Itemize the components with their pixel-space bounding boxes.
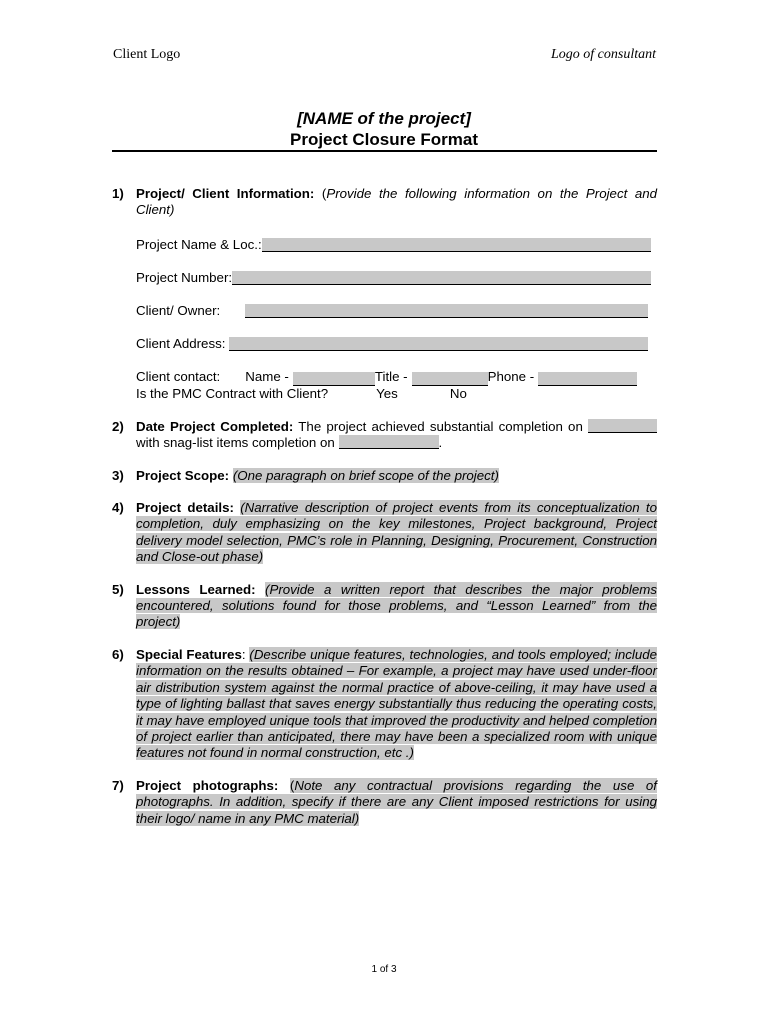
title-rule [112,150,657,152]
section-heading: Project photographs: [136,777,279,793]
title-block [112,108,656,150]
no-option[interactable]: No [449,386,467,402]
project-name-blank[interactable] [262,238,651,252]
section-note: (Narrative description of project events from its conceptualization to completion, duly emphasizing on the key milestones, Project background, Project delivery model selection, PMC’s role in Planning, Designing, Procurement, Construction and Close-out phase) [136,500,657,565]
section-note: Provide the following information on the Project and Client) [136,186,658,218]
pmc-contract-question [136,386,657,403]
client-owner-field [136,303,657,320]
section-project-details [112,500,657,566]
client-logo-placeholder: Client Logo [113,47,181,62]
consultant-logo-placeholder: Logo of consultant [550,47,656,62]
snag-list-date-blank[interactable] [339,435,439,449]
section-note: Note any contractual provisions regarding the use of photographs. In addition, specify if there are any Client imposed restrictions for using their logo/ name in any PMC material) [136,777,658,826]
section-number: 5) [112,581,124,597]
section-note: (One paragraph on brief scope of the project) [232,467,499,483]
section-note: (Provide a written report that describes the major problems encountered, solutions found for those problems, and “Lesson Learned” from the project) [136,581,657,630]
open-paren: ( [321,186,327,201]
contact-name-label: Name - [245,369,289,385]
project-name-title: [NAME of the project] [297,109,471,128]
client-owner-blank[interactable] [245,304,648,318]
section-project-scope [112,468,657,484]
field-label: Client/ Owner: [136,303,221,319]
project-number-blank[interactable] [232,271,651,285]
section-number: 1) [112,186,124,201]
document-title: Project Closure Format [290,130,478,149]
section-special-features [112,647,657,762]
period: . [438,435,443,451]
section-number: 6) [112,646,124,662]
section-heading: Project details: [136,500,234,516]
field-label: Client contact: [136,369,221,385]
section-lessons-learned [112,582,657,631]
client-contact-field [136,369,657,386]
client-address-blank[interactable] [229,337,648,351]
page-number: 1 of 3 [371,964,397,975]
section-heading: Lessons Learned: [136,581,256,597]
pmc-question-text: Is the PMC Contract with Client? [136,386,329,402]
section-text: The project achieved substantial completion on [293,418,588,434]
section-date-completed [112,419,657,452]
field-label: Project Number: [136,270,233,286]
open-paren: ( [289,777,295,793]
colon: : [241,646,246,662]
contact-phone-label: Phone - [487,369,535,385]
section-heading: Special Features [136,646,242,662]
section-number: 4) [112,500,124,516]
section-heading: Project Scope: [136,467,230,483]
contact-title-label: Title - [374,369,408,385]
section-heading: Project/ Client Information: [136,186,315,201]
project-name-field [136,237,657,254]
contact-name-blank[interactable] [293,372,375,386]
section-client-information [112,186,657,219]
field-label: Project Name & Loc.: [136,237,262,253]
completion-date-blank[interactable] [588,419,657,433]
contact-phone-blank[interactable] [538,372,637,386]
section-text: with snag-list items completion on [136,435,339,451]
section-number: 3) [112,467,124,483]
section-note: (Describe unique features, technologies, and tools employed; include information on the results obtained – For example, a project may have used under-floor air distribution system against the normal practice of above-ceiling, it may have used a type of lighting ballast that saves energy substantially thus reducing the operating costs, it may have employed unique tools that improved the productivity and helped completion of project earlier than anticipated, there may have been a specialized room with unique features not found in normal construction, etc .) [136,646,658,761]
contact-title-blank[interactable] [412,372,488,386]
project-number-field [136,270,657,287]
document-body [112,186,657,827]
section-number: 7) [112,777,124,793]
yes-option[interactable]: Yes [376,386,398,402]
client-address-field [136,336,657,353]
section-number: 2) [112,418,124,434]
section-project-photographs [112,778,657,827]
field-label: Client Address: [136,336,226,352]
section-heading: Date Project Completed: [136,418,294,434]
